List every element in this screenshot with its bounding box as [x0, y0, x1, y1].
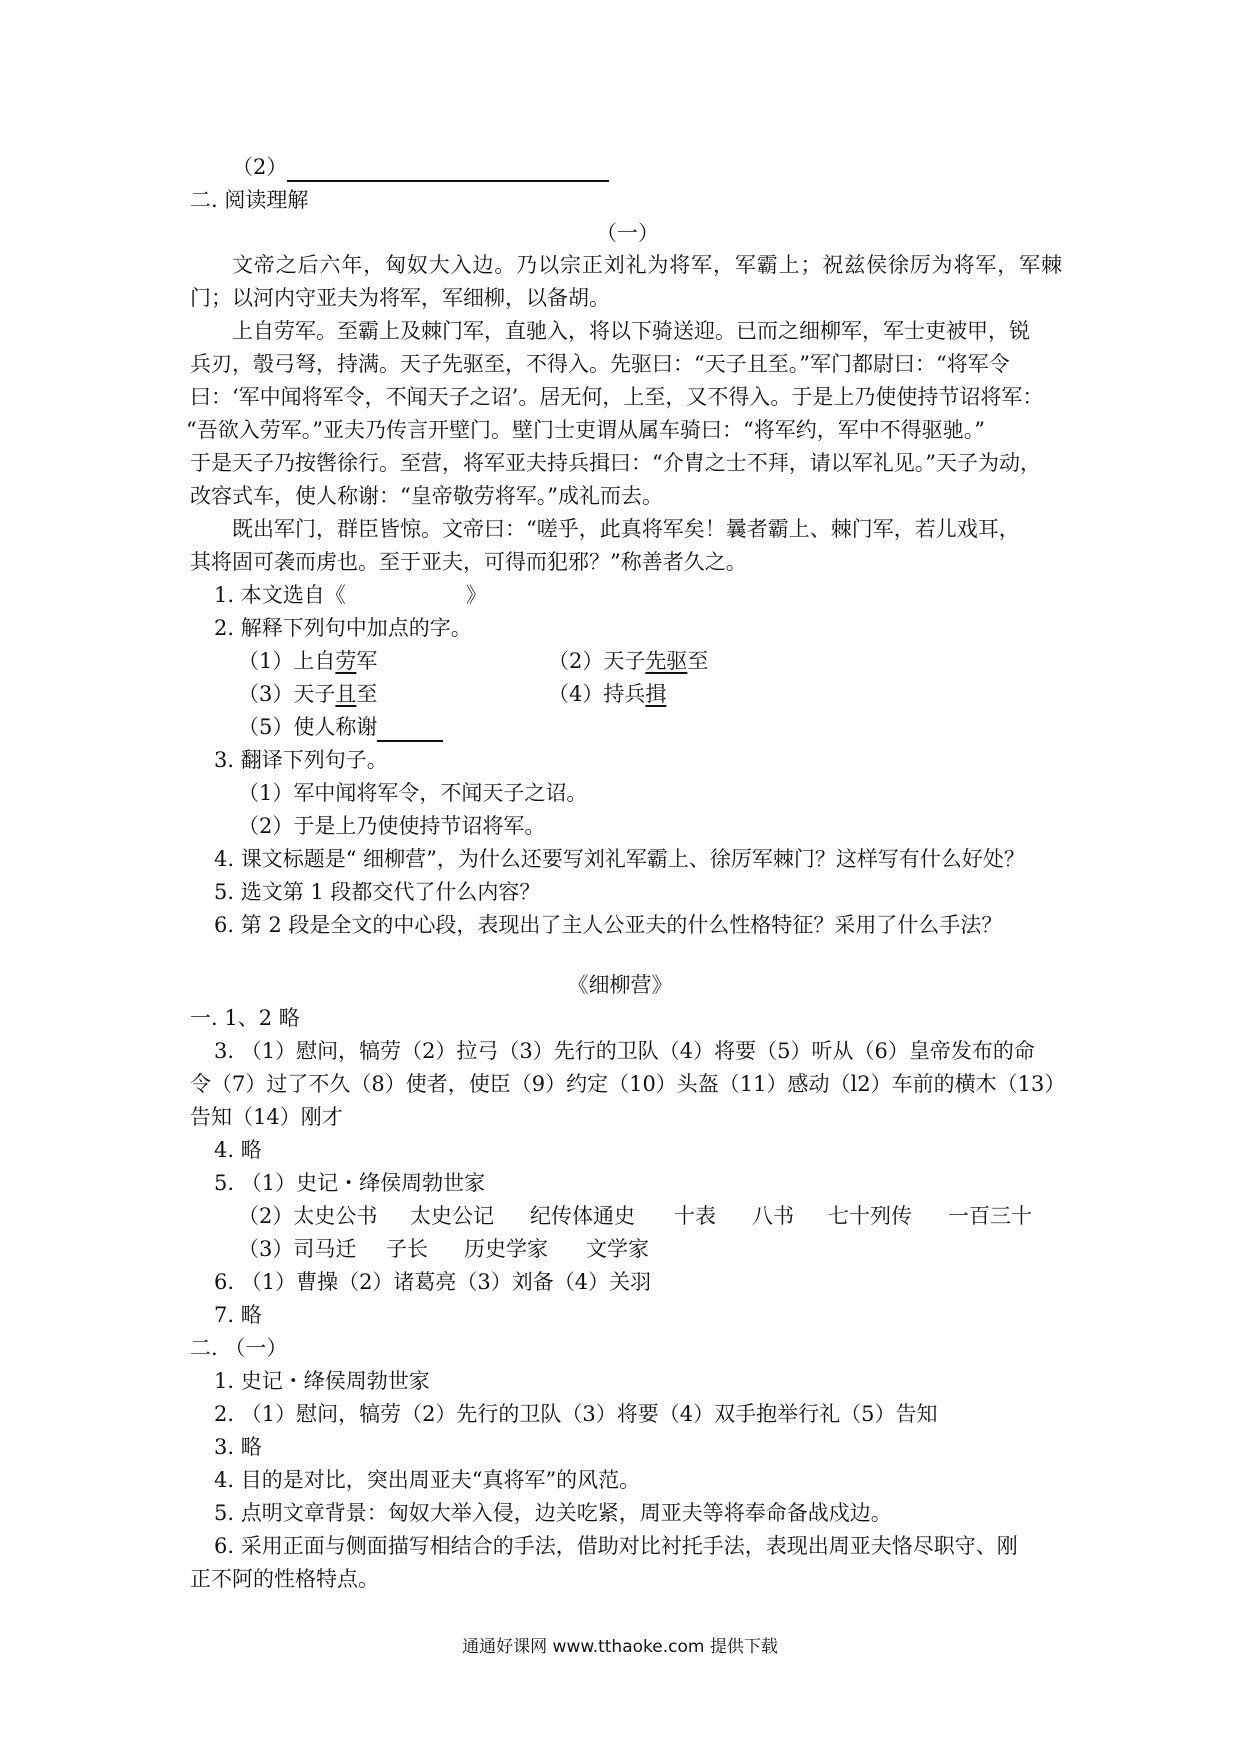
answer-5-1: 5. （1）史记・绛侯周勃世家	[214, 1171, 486, 1195]
passage-line: 曰：‘军中闻将军令，不闻天子之诏’。居无何，上至，又不得入。于是上乃使使持节诏将军：	[190, 385, 1044, 409]
question-5: 5. 选文第 1 段都交代了什么内容？	[214, 880, 541, 904]
answer-5-3-cell: 文学家	[586, 1237, 649, 1261]
item-2-blank	[287, 160, 609, 182]
answer-3-line: 告知（14）刚才	[190, 1105, 343, 1129]
q2-item-1: （1）上自劳军	[238, 649, 378, 673]
answer-part-2-line: 正不阿的性格特点。	[190, 1567, 379, 1591]
answer-6: 6. （1）曹操（2）诸葛亮（3）刘备（4）关羽	[214, 1270, 652, 1294]
passage-line: 于是天子乃按辔徐行。至营，将军亚夫持兵揖曰：“介胄之士不拜，请以军礼见。”天子为动，	[190, 451, 1041, 475]
q2-item-5: （5）使人称谢	[238, 712, 443, 742]
answer-7: 7. 略	[214, 1303, 262, 1327]
item-2-fill	[232, 152, 609, 182]
answer-4: 4. 略	[214, 1138, 262, 1162]
answer-5-2-cell: （2）太史公书	[238, 1204, 378, 1228]
passage-line: 上自劳军。至霸上及棘门军，直驰入，将以下骑送迎。已而之细柳军，军士吏被甲，锐	[232, 319, 1030, 343]
answer-3-line: 令（7）过了不久（8）使者，使臣（9）约定（10）头盔（11）感动（l2）车前的横木（13）	[190, 1072, 1066, 1096]
answer-5-3	[0, 1234, 1240, 1264]
passage-line: 既出军门，群臣皆惊。文帝曰：“嗟乎，此真将军矣！曩者霸上、棘门军，若儿戏耳，	[232, 517, 1020, 541]
passage-line: 其将固可袭而虏也。至于亚夫，可得而犯邪？”称善者久之。	[190, 550, 747, 574]
question-6: 6. 第 2 段是全文的中心段，表现出了主人公亚夫的什么性格特征？采用了什么手法？	[214, 913, 1003, 937]
answer-5-2	[0, 1201, 1240, 1231]
question-2: 2. 解释下列句中加点的字。	[214, 616, 472, 640]
passage-line: 门；以河内守亚夫为将军，军细柳，以备胡。	[190, 286, 610, 310]
answer-5-2-cell: 一百三十	[948, 1204, 1032, 1228]
answer-5-3-cell: 历史学家	[464, 1237, 548, 1261]
q2-item-2: （2）天子先驱至	[548, 649, 709, 673]
passage-line: “吾欲入劳军。”亚夫乃传言开壁门。壁门士吏谓从属车骑曰：“将军约，军中不得驱驰。”	[186, 418, 985, 442]
q2-item-3: （3）天子且至	[238, 682, 378, 706]
answer-5-2-cell: 七十列传	[828, 1204, 912, 1228]
answer-part-2-line: 4. 目的是对比，突出周亚夫“真将军”的风范。	[214, 1468, 641, 1492]
answer-part-2-line: 1. 史记・绛侯周勃世家	[214, 1369, 430, 1393]
passage-line: 兵刃，彀弓弩，持满。天子先驱至，不得入。先驱曰：“天子且至。”军门都尉曰：“将军令	[190, 352, 1010, 376]
answer-part-2-line: 3. 略	[214, 1435, 262, 1459]
q3-item-2: （2）于是上乃使使持节诏将军。	[238, 814, 546, 838]
question-3: 3. 翻译下列句子。	[214, 748, 388, 772]
question-1-text: 1. 本文选自《	[214, 583, 346, 607]
answers-title: 《细柳营》	[567, 973, 673, 997]
answer-part-2-line: 2. （1）慰问，犒劳（2）先行的卫队（3）将要（4）双手抱举行礼（5）告知	[214, 1402, 938, 1426]
marked-char: 且	[335, 682, 357, 706]
question-1-close: 》	[465, 583, 487, 607]
answer-5-2-cell: 十表	[674, 1204, 716, 1228]
question-1	[214, 580, 487, 610]
marked-char: 劳	[335, 649, 357, 673]
answer-5-2-cell: 八书	[752, 1204, 794, 1228]
passage-part-label: （一）	[596, 221, 659, 245]
footer-credit: 通通好课网 www.tthaoke.com 提供下载	[462, 1637, 778, 1657]
answer-5-2-cell: 太史公记	[410, 1204, 494, 1228]
q3-item-1: （1）军中闻将军令，不闻天子之诏。	[238, 781, 588, 805]
q2-item-5-blank	[377, 718, 443, 742]
answer-5-2-cell: 纪传体通史	[530, 1204, 635, 1228]
answer-3-line: 3. （1）慰问，犒劳（2）拉弓（3）先行的卫队（4）将要（5）听从（6）皇帝发布的命	[214, 1039, 1035, 1063]
answer-part-2-line: 5. 点明文章背景：匈奴大举入侵，边关吃紧，周亚夫等将奉命备战戍边。	[214, 1501, 892, 1525]
answer-1-2: 一. 1、2 略	[190, 1006, 300, 1030]
section-2-header: 二. 阅读理解	[190, 188, 309, 212]
marked-char: 先驱	[645, 649, 688, 673]
passage-line: 文帝之后六年，匈奴大入边。乃以宗正刘礼为将军，军霸上；祝兹侯徐厉为将军，军棘	[232, 253, 1062, 277]
question-4: 4. 课文标题是“ 细柳营”，为什么还要写刘礼军霸上、徐厉军棘门？这样写有什么好处？	[214, 847, 1025, 871]
answer-5-3-cell: （3）司马迁	[238, 1237, 357, 1261]
q2-item-4: （4）持兵揖	[548, 682, 667, 706]
item-2-label: （2）	[232, 155, 288, 179]
answer-part-2-line: 6. 采用正面与侧面描写相结合的手法，借助对比衬托手法，表现出周亚夫恪尽职守、刚	[214, 1534, 1018, 1558]
answer-part-2-header: 二. （一）	[190, 1336, 288, 1360]
passage-line: 改容式车，使人称谢：“皇帝敬劳将军。”成礼而去。	[190, 484, 663, 508]
marked-char: 揖	[645, 682, 667, 706]
marked-char: 谢	[356, 715, 378, 739]
answer-5-3-cell: 子长	[386, 1237, 428, 1261]
